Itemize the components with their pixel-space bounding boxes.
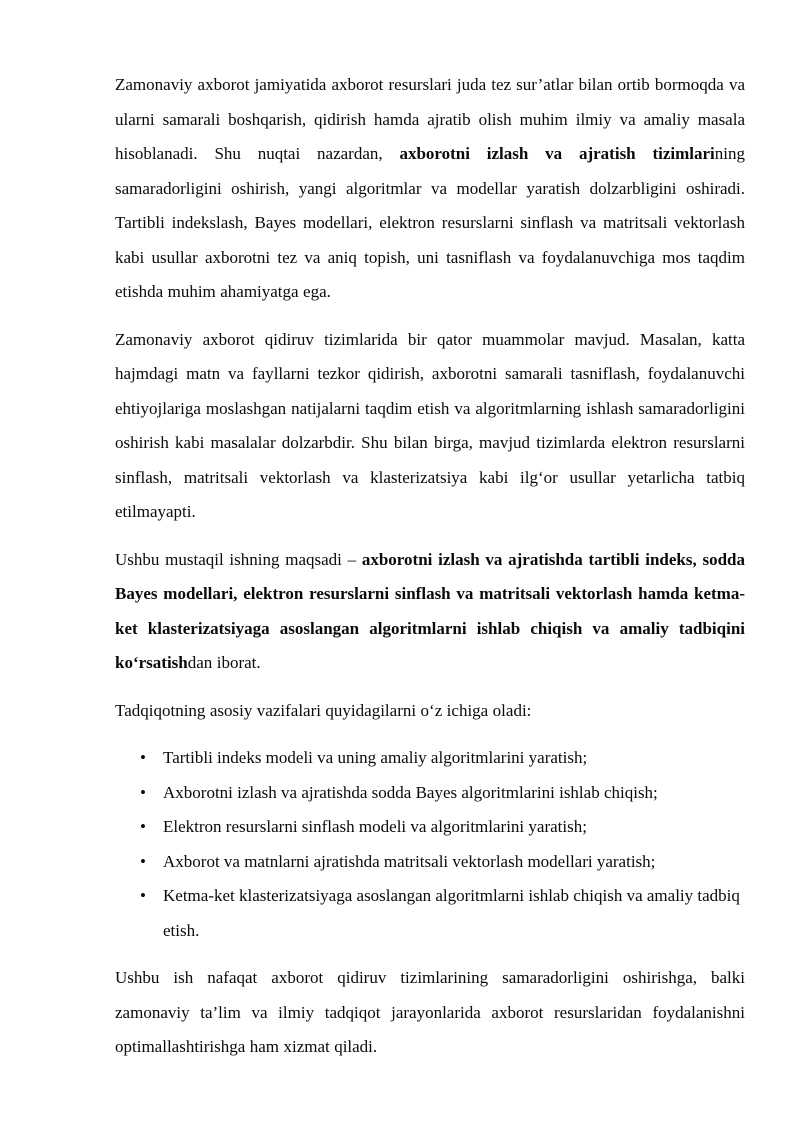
- list-item: [115, 776, 745, 811]
- text-run: Ushbu ish nafaqat axborot qidiruv tizimlarining samaradorligini oshirishga, balki zamonaviy ta’lim va ilmiy tadqiqot jarayonlarida axborot resurslaridan foydalanishni optimallashtirishga ham xizmat qiladi.: [115, 968, 745, 1056]
- text-run: ning samaradorligini oshirish, yangi algoritmlar va modellar yaratish dolzarbligini oshiradi. Tartibli indekslash, Bayes modellari, elektron resurslarni sinflash va matritsali vektorlash kabi usullar axborotni tez va aniq topish, uni tasniflash va foydalanuvchiga mos taqdim etishda muhim ahamiyatga ega.: [115, 144, 745, 301]
- emphasis-run: axborotni izlash va ajratish tizimlari: [399, 144, 715, 163]
- intro-paragraph: [115, 68, 745, 310]
- text-run: Ushbu mustaqil ishning maqsadi –: [115, 549, 362, 569]
- list-item-label: Tartibli indeks modeli va uning amaliy algoritmlarini yaratish;: [163, 748, 588, 767]
- tasks-lead-paragraph: [115, 694, 745, 729]
- page-bottom-whitespace: [115, 1078, 745, 1148]
- emphasis-run: axborotni izlash va ajratishda tartibli indeks, sodda Bayes modellari, elektron resurslarni sinflash va matritsali vektorlash hamda ketma-ket klasterizatsiyaga asoslangan algoritmlarni ishlab chiqish va amaliy tadbiqini ko‘rsatish: [115, 549, 745, 672]
- list-item-label: Axborotni izlash va ajratishda sodda Bayes algoritmlarini ishlab chiqish;: [163, 782, 658, 802]
- closing-paragraph: [115, 961, 745, 1065]
- list-item: [115, 845, 745, 880]
- problems-paragraph: [115, 323, 745, 530]
- list-item-label: Ketma-ket klasterizatsiyaga asoslangan algoritmlarni ishlab chiqish va amaliy tadbiq etish.: [163, 886, 740, 940]
- bullet-icon: •: [140, 886, 146, 905]
- bullet-icon: •: [140, 748, 146, 767]
- list-item: [115, 741, 745, 776]
- list-item-label: Axborot va matnlarni ajratishda matritsali vektorlash modellari yaratish;: [163, 851, 656, 871]
- document-body: [115, 68, 745, 1148]
- list-item: [115, 879, 745, 948]
- text-run: Tadqiqotning asosiy vazifalari quyidagilarni o‘z ichiga oladi:: [115, 700, 532, 720]
- text-run: Zamonaviy axborot qidiruv tizimlarida bir qator muammolar mavjud. Masalan, katta hajmdagi matn va fayllarni tezkor qidirish, axborotni samarali tasniflash, foydalanuvchi ehtiyojlariga moslashgan natijalarni taqdim etish va algoritmlarning ishlash samaradorligini oshirish kabi masalalar dolzarbdir. Shu bilan birga, mavjud tizimlarda elektron resurslarni sinflash, matritsali vektorlash va klasterizatsiya kabi ilg‘or usullar yetarlicha tatbiq etilmayapti.: [115, 329, 745, 521]
- task-list: [115, 741, 745, 948]
- list-item-label: Elektron resurslarni sinflash modeli va algoritmlarini yaratish;: [163, 817, 587, 836]
- bullet-icon: •: [140, 782, 146, 802]
- list-item: [115, 810, 745, 845]
- text-run: dan iborat.: [187, 653, 261, 672]
- text-run: Zamonaviy axborot jamiyatida axborot resurslari juda tez sur’atlar bilan ortib bormoqda va ularni samarali boshqarish, qidirish hamda ajratib olish muhim ilmiy va amaliy masala hisoblanadi. Shu nuqtai nazardan,: [115, 75, 745, 163]
- bullet-icon: •: [140, 817, 146, 836]
- bullet-icon: •: [140, 851, 146, 871]
- objective-paragraph: [115, 543, 745, 681]
